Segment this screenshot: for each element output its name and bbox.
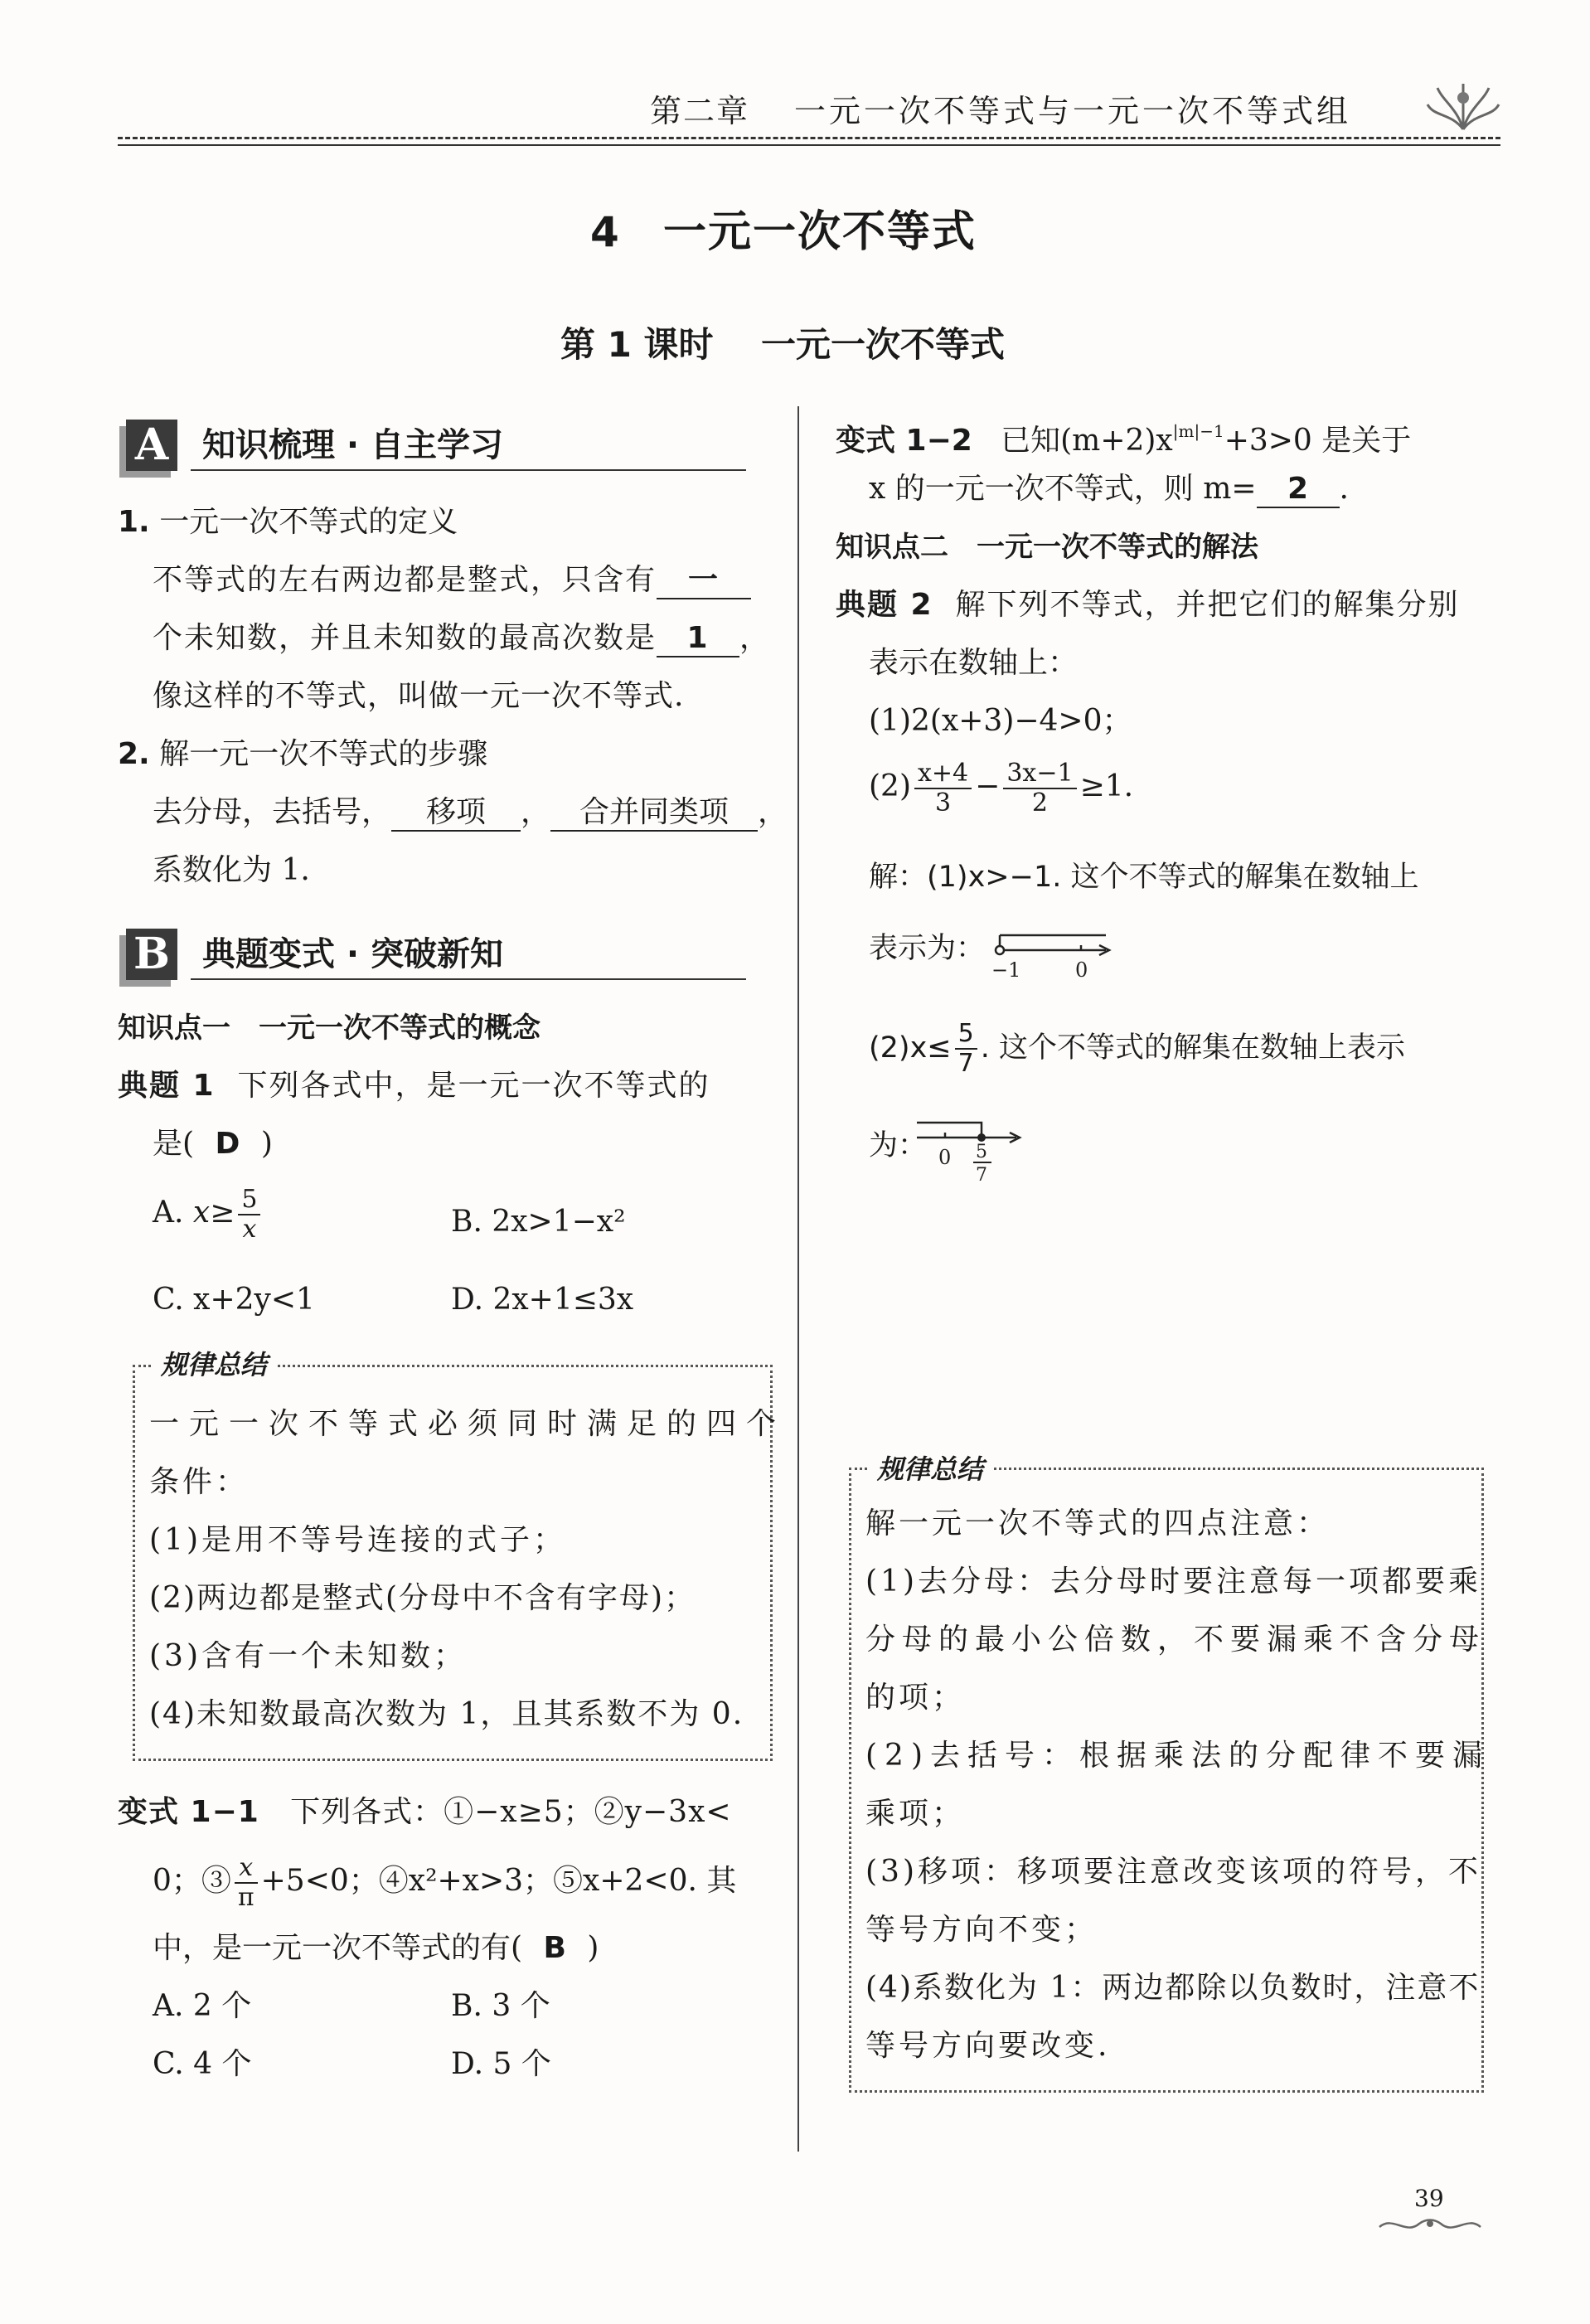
rule2-line-1: 解一元一次不等式的四点注意： [865,1506,1331,1540]
variant1-2-end: . [1339,472,1349,506]
rule2-line-3: 分母的最小公倍数，不要漏乘不含分母 [865,1623,1486,1657]
item2-text1: 去分母，去括号， [153,795,392,829]
rule2-line-8: 等号方向不变； [865,1913,1098,1947]
example1-choice-close: ) [260,1127,273,1161]
example1-option-c: C. x+2y<1 [153,1283,315,1317]
example2-part2-prefix: (2) [869,769,911,803]
variant1-2-text1: 已知(m+2)x [1001,424,1173,458]
chapter-label: 第二章 [650,93,750,129]
section-b-underline [191,978,746,980]
example2-label: 典题 2 [836,588,933,622]
section-b-badge: B [126,929,177,980]
knowledge-point-2: 知识点二 一元一次不等式的解法 [836,531,1258,564]
variant1-2-line1 [836,411,1411,461]
solution2-fraction [955,1020,977,1078]
rule1-line-6: (4)未知数最高次数为 1，且其系数不为 0. [149,1697,744,1731]
example2-part2 [869,759,1133,818]
item2-line1 [118,735,487,774]
variant1-2-answer: 2 [1257,472,1340,508]
section-a-underline [191,469,746,471]
decorative-flourish-icon [1426,80,1500,138]
knowledge-point-1: 知识点一 一元一次不等式的概念 [118,1012,541,1045]
variant1-1-line1 [118,1793,732,1832]
variant1-1-option-b: B. 3 个 [451,1989,550,2023]
rule2-line-9: (4)系数化为 1：两边都除以负数时，注意不 [865,1971,1481,2005]
section-a-badge: A [126,420,177,471]
number-line-1 [990,920,1114,987]
example1-option-d: D. 2x+1≤3x [451,1283,634,1317]
variant1-1-text2a: 0；③ [153,1864,231,1898]
example2-part2-suffix: ≥1. [1079,769,1134,803]
variant1-1-option-d: D. 5 个 [451,2047,551,2081]
header-rule [118,137,1500,139]
variant1-2-text2: x 的一元一次不等式，则 m= [869,472,1257,506]
item1-text2: 个未知数，并且未知数的最高次数是 [153,621,657,655]
rule1-line-3: (1)是用不等号连接的式子； [149,1523,566,1557]
variant1-2-line2 [869,469,1349,509]
variant1-1-option-a: A. 2 个 [153,1989,252,2023]
solution1-line1: 解：(1)x>−1. 这个不等式的解集在数轴上 [869,861,1419,894]
variant1-1-text3: 中，是一元一次不等式的有( [153,1931,523,1965]
footer-flourish-icon [1376,2212,1484,2237]
section-title: 一元一次不等式 [663,207,977,257]
example2-fraction-1-den: 3 [935,788,952,818]
lesson-label: 第 1 课时 [560,324,714,365]
number-line-1-right-label: 0 [1075,958,1088,982]
rule-summary-title-1: 规律总结 [153,1348,275,1381]
option-a-rel: ≥ [210,1196,235,1230]
item2-separator: ， [521,795,551,829]
variant1-1-line3 [153,1929,599,1968]
solution2-suffix: . 这个不等式的解集在数轴上表示 [980,1031,1405,1065]
variant1-1-text2b: +5<0；④x²+x>3；⑤x+2<0. 其 [260,1864,737,1898]
option-a-prefix: A. [153,1196,193,1230]
rule1-line-2: 条件： [149,1465,250,1499]
rule1-line-4: (2)两边都是整式(分母中不含有字母)； [149,1581,696,1615]
solution1-line2: 表示为： [869,932,986,965]
item1-heading: 一元一次不等式的定义 [159,505,458,539]
solution2-prefix: (2)x≤ [869,1031,952,1065]
example1-option-b: B. 2x>1−x² [451,1205,626,1239]
item1-text1: 不等式的左右两边都是整式，只含有 [153,563,657,597]
option-a-var: x [192,1196,211,1230]
page-number: 39 [1414,2185,1444,2212]
item2-answer2: 合并同类项 [550,795,758,832]
variant1-1-label: 变式 1−1 [118,1795,259,1829]
rule2-line-7: (3)移项：移项要注意改变该项的符号，不 [865,1855,1481,1889]
variant1-1-fraction [235,1854,258,1912]
item1-answer1: 一 [657,563,751,599]
variant1-2-label: 变式 1−2 [836,424,972,458]
solution2-line2: 为： [869,1129,928,1162]
example2-minus: − [975,769,1001,803]
item2-heading: 解一元一次不等式的步骤 [159,737,488,771]
item1-line1 [118,502,458,542]
rule2-line-2: (1)去分母：去分母时要注意每一项都要乘 [865,1565,1481,1599]
variant1-1-line2 [153,1854,736,1912]
example2-line2: 表示在数轴上： [869,646,1079,680]
option-a-denominator: x [242,1215,257,1244]
item2-number: 2. [118,737,150,771]
number-line-2-den-label: 7 [976,1165,987,1186]
variant1-2-exponent: |m|−1 [1172,421,1224,441]
rule1-line-1: 一元一次不等式必须同时满足的四个 [149,1407,787,1441]
example2-fraction-1 [914,759,972,818]
example1-question [118,1066,710,1106]
item1-text2-end: ， [739,621,772,655]
example1-choice-open: 是( [153,1127,195,1161]
item2-line3: 系数化为 1. [153,853,310,887]
item2-line2 [153,793,788,832]
example2-fraction-2-num: 3x−1 [1003,759,1076,789]
example2-text1: 解下列不等式，并把它们的解集分别 [955,588,1460,622]
rule2-line-10: 等号方向要改变. [865,2029,1111,2063]
example1-answer: D [215,1127,240,1161]
item1-line3 [153,619,771,658]
example2-fraction-2 [1003,759,1076,818]
example1-text: 下列各式中，是一元一次不等式的 [237,1069,710,1103]
example2-fraction-2-den: 2 [1031,788,1048,818]
lesson-title: 一元一次不等式 [761,324,1006,365]
rule-summary-title-2: 规律总结 [869,1453,991,1486]
example2-line1 [836,585,1460,625]
item1-line4: 像这样的不等式，叫做一元一次不等式. [153,679,685,713]
number-line-1-left-label: −1 [991,958,1021,982]
example2-fraction-1-num: x+4 [914,759,972,789]
header-rule-thin [118,144,1500,146]
section-b-title: 典题变式 · 突破新知 [202,935,504,973]
variant1-2-text1b: +3>0 是关于 [1224,424,1412,458]
number-line-2-zero-label: 0 [938,1146,952,1169]
number-line-2 [912,1094,1028,1194]
solution2-den: 7 [957,1049,974,1078]
column-divider [797,406,799,2152]
variant1-1-answer: B [543,1931,566,1965]
number-line-2-num-label: 5 [976,1142,987,1162]
variant1-1-text1: 下列各式：①−x≥5；②y−3x< [290,1795,732,1829]
rule2-line-5: (2)去括号：根据乘法的分配律不要漏 [865,1739,1490,1773]
option-a-fraction [238,1186,260,1244]
item1-answer2: 1 [657,621,739,657]
variant1-1-close: ) [587,1931,599,1965]
example1-label: 典题 1 [118,1069,216,1103]
option-a-numerator: 5 [238,1186,260,1215]
solution2-line1 [869,1020,1405,1078]
item1-line2 [153,560,751,600]
chapter-title: 一元一次不等式与一元一次不等式组 [794,93,1352,129]
example1-line2 [153,1124,273,1164]
variant1-1-numerator: x [235,1854,258,1884]
item1-number: 1. [118,505,150,539]
variant1-1-denominator: π [237,1883,254,1912]
rule1-line-5: (3)含有一个未知数； [149,1639,467,1673]
example1-option-a [153,1186,264,1244]
section-number: 4 [590,208,619,256]
variant1-1-option-c: C. 4 个 [153,2047,252,2081]
example2-part1: (1)2(x+3)−4>0； [869,704,1132,738]
item2-text1-end: ， [758,795,788,829]
rule2-line-6: 乘项； [865,1797,966,1831]
section-a-title: 知识梳理 · 自主学习 [202,426,504,464]
rule2-line-4: 的项； [865,1681,966,1715]
solution2-num: 5 [955,1020,977,1050]
item2-answer1: 移项 [391,795,521,832]
